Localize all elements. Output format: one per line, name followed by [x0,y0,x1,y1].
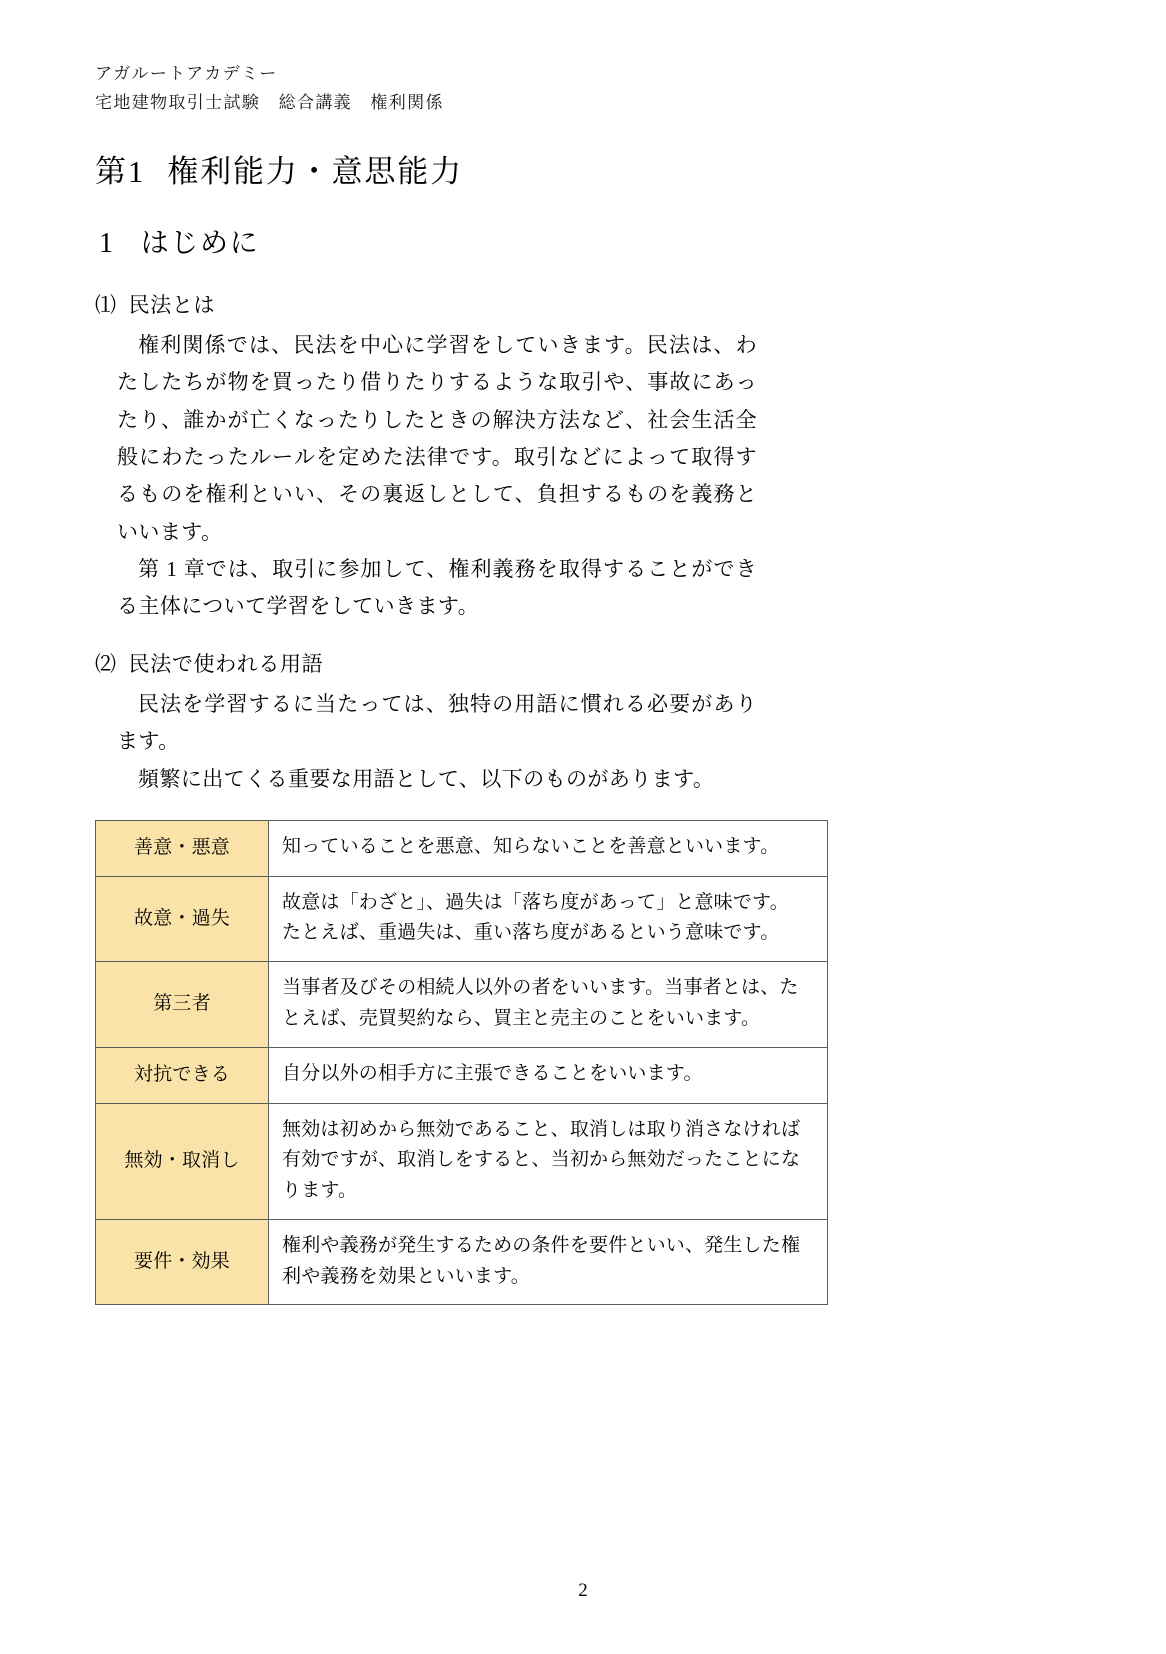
table-row [96,876,828,962]
chapter-number: 第1 [95,153,146,189]
definition-line: 権利や義務が発生するための条件を要件といい、発生した権利や義務を効果といいます。 [282,1234,801,1287]
definition-line: 自分以外の相手方に主張できることをいいます。 [282,1063,703,1085]
paragraph-1-1: 権利関係では、民法を中心に学習をしていきます。民法は、わたしたちが物を買ったり借りたりするような取引や、事故にあったり、誰かが亡くなったりしたときの解決方法など、社会生活全般にわたったルールを定めた法律です。取引などによって取得するものを権利といい、その裏返しとして、負担するものを義務といいます。 [117,332,757,544]
definition-cell [269,1103,828,1219]
subsection-heading-1 [95,289,1071,319]
definition-cell [269,820,828,876]
subsection-number-2: ⑵ [95,651,117,676]
paragraph-2-1: 民法を学習するに当たっては、独特の用語に慣れる必要があります。 [117,691,757,754]
definition-cell [269,962,828,1048]
definition-line: たとえば、重過失は、重い落ち度があるという意味です。 [282,922,780,944]
term-cell: 善意・悪意 [96,820,269,876]
definition-line: 無効は初めから無効であること、取消しは取り消さなければ有効ですが、取消しをすると、当初から無効だったことになります。 [282,1118,801,1202]
table-row [96,1103,828,1219]
definition-line: 当事者及びその相続人以外の者をいいます。当事者とは、たとえば、売買契約なら、買主と売主のことをいいます。 [282,977,799,1029]
section-title-text: はじめに [140,227,260,259]
paragraph-1-2: 第 1 章では、取引に参加して、権利義務を取得することができる主体について学習をしていきます。 [117,557,757,619]
definition-cell [269,876,828,962]
subsection-heading-2 [95,648,1071,678]
section-heading [99,221,1071,261]
term-cell: 無効・取消し [96,1103,269,1219]
chapter-title-text: 権利能力・意思能力 [167,153,463,189]
definition-cell [269,1219,828,1305]
paragraph-2-2: 頻繁に出てくる重要な用語として、以下のものがあります。 [138,766,715,791]
term-cell: 要件・効果 [96,1219,269,1305]
definition-cell [269,1047,828,1103]
definition-line: 故意は「わざと」、過失は「落ち度があって」と意味です。 [282,891,789,913]
header-line-academy: アガルートアカデミー [95,64,278,83]
terminology-table [95,820,828,1305]
term-cell: 第三者 [96,962,269,1048]
subsection-title-2: 民法で使われる用語 [128,651,324,676]
definition-line: 知っていることを悪意、知らないことを善意といいます。 [282,836,780,858]
subsection-title-1: 民法とは [128,292,216,317]
document-header [95,60,1071,118]
section-number: 1 [99,227,115,259]
page-number: 2 [578,1580,588,1601]
chapter-heading [95,146,1071,191]
term-cell: 対抗できる [96,1047,269,1103]
header-line-course: 宅地建物取引士試験 総合講義 権利関係 [95,92,444,112]
table-row [96,1219,828,1305]
term-cell: 故意・過失 [96,876,269,962]
subsection-number-1: ⑴ [95,292,117,317]
table-row [96,1047,828,1103]
table-row [96,820,828,876]
table-row [96,962,828,1048]
